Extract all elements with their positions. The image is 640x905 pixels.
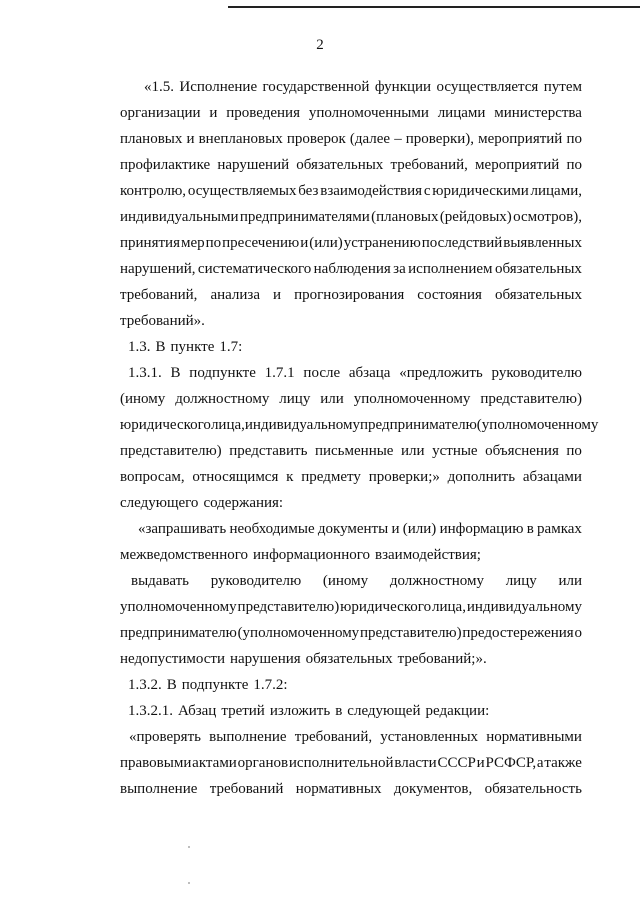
text-line [120,754,582,772]
word: нарушения [230,651,301,667]
text-line [120,702,582,720]
word: в [526,521,534,537]
word: относящимся [192,469,279,485]
word: уполномоченному [353,391,471,407]
word: мероприятий [475,157,560,173]
word: проверки;» [368,469,440,485]
word: следующей [347,703,421,719]
word: лица, [432,599,466,615]
text-line [120,130,582,148]
word: В [170,365,181,381]
word: с [423,183,431,199]
word: анализа [210,287,261,303]
word: индивидуальными [120,209,239,225]
document-body [120,78,599,806]
word: 1.7.1 [264,365,295,381]
word: подпункте [189,365,256,381]
word: пункте [170,339,215,355]
word: 1.7.2: [253,677,288,693]
word: 1.3. [128,339,151,355]
word: подпункте [181,677,249,693]
word: обязательных [305,651,393,667]
word: контролю, [120,183,187,199]
word: лицу [505,573,537,589]
word: лица, [210,417,245,433]
word: предостережения [462,625,574,641]
text-line [120,780,582,798]
word: последствий [421,235,503,251]
word: выявленных [503,235,582,251]
word: взаимодействия [320,183,423,199]
text-line [120,624,582,642]
word: представителю) [237,599,340,615]
word: вопросам, [120,469,185,485]
word: нарушений [217,157,290,173]
word: устранению [343,235,421,251]
word: устные [432,443,478,459]
word: принятия [120,235,180,251]
word: документов, [393,781,473,797]
word: индивидуальному [466,599,582,615]
word: проверки), [405,131,475,147]
word: представителю) [120,443,222,459]
text-line [120,234,582,252]
word: или [558,573,582,589]
word: функции [374,79,432,95]
text-line [120,572,582,590]
word: редакции: [425,703,490,719]
word: по [566,157,582,173]
text-line [120,494,582,512]
word: предпринимателю [120,625,237,641]
text-line [120,182,582,200]
word: уполномоченными [308,105,429,121]
word: без [298,183,319,199]
word: требований, [390,157,468,173]
word: уполномоченному [120,599,237,615]
page-number: 2 [316,37,324,53]
word: нормативных [295,781,382,797]
word: необходимые [229,521,315,537]
word: по [566,131,582,147]
word: требований [209,781,284,797]
word: обязательность [484,781,582,797]
word: нарушений, [120,261,196,277]
word: предпринимателями [239,209,370,225]
word: руководителю [210,573,302,589]
word: (иному [120,391,166,407]
word: мер [180,235,205,251]
word: дополнить [447,469,516,485]
word: проверок [286,131,346,147]
word: установленных [380,729,479,745]
text-line [120,78,582,96]
text-line [120,104,582,122]
word: правовыми [120,755,192,771]
word: обязательных [494,287,582,303]
word: прогнозирования [294,287,405,303]
word: должностному [389,573,484,589]
word: выполнение [209,729,287,745]
word: или [320,391,344,407]
word: взаимодействия; [375,547,481,563]
text-line [120,260,582,278]
word: (рейдовых) [439,209,512,225]
word: мероприятий [478,131,563,147]
word: лицами, [530,183,582,199]
word: руководителю [491,365,582,381]
word: 1.3.2.1. [128,703,173,719]
word: министерства [494,105,582,121]
word: абзаца [348,365,391,381]
word: и [300,235,309,251]
word: требований;». [397,651,487,667]
word: абзацами [522,469,582,485]
scan-speck [188,882,190,884]
word: содержания: [203,495,284,511]
word: третий [221,703,265,719]
word: представить [229,443,308,459]
text-line [120,520,582,538]
word: представителю) [359,625,462,641]
word: а [536,755,544,771]
word: осуществляется [436,79,539,95]
word: путем [543,79,582,95]
word: недопустимости [120,651,225,667]
word: Исполнение [179,79,258,95]
word: лицами [437,105,486,121]
word: В [155,339,166,355]
word: следующего [120,495,199,511]
word: наблюдения [313,261,391,277]
top-rule [228,6,640,8]
word: и [186,131,195,147]
text-line [120,728,582,746]
word: «предложить [399,365,483,381]
word: юридическими [432,183,529,199]
word: – [394,131,402,147]
word: и [273,287,282,303]
word: (уполномоченному [476,417,599,433]
word: за [393,261,406,277]
word: (далее [349,131,391,147]
word: предмету [301,469,361,485]
word: представителю) [480,391,582,407]
word: исполнением [408,261,493,277]
word: (плановых [371,209,439,225]
word: после [303,365,341,381]
word: юридического [340,599,432,615]
word: и [391,521,400,537]
word: «1.5. [144,79,174,95]
word: (или) [402,521,437,537]
text-line [120,416,599,434]
text-line [120,338,582,356]
text-line [120,312,582,330]
word: власти [394,755,437,771]
word: осуществляемых [187,183,297,199]
word: лицу [279,391,311,407]
word: о [574,625,582,641]
word: рамках [537,521,582,537]
word: систематического [197,261,312,277]
word: по [566,443,582,459]
word: 1.3.2. [128,677,162,693]
word: или [401,443,425,459]
word: состояния [417,287,482,303]
word: объяснения [485,443,559,459]
word: осмотров), [513,209,582,225]
word: СССР [437,755,476,771]
word: (иному [322,573,369,589]
text-line [120,286,582,304]
text-line [120,676,582,694]
word: (или) [309,235,343,251]
word: организации [120,105,201,121]
word: государственной [262,79,370,95]
text-line [120,390,582,408]
text-line [120,364,582,382]
word: обязательных [494,261,582,277]
word: плановых [120,131,183,147]
word: предпринимателю [360,417,477,433]
word: «проверять [129,729,201,745]
word: пресечению [222,235,300,251]
word: юридического [120,417,211,433]
word: к [286,469,294,485]
text-line [120,442,582,460]
word: РСФСР, [485,755,537,771]
word: межведомственного [120,547,249,563]
word: Абзац [178,703,217,719]
word: выдавать [131,573,190,589]
word: 1.7: [219,339,243,355]
scan-speck [188,846,190,848]
word: по [205,235,222,251]
word: требований, [294,729,373,745]
word: актами [192,755,237,771]
word: выполнение [120,781,198,797]
word: и [476,755,485,771]
word: индивидуальному [244,417,360,433]
word: В [166,677,177,693]
word: документы [317,521,389,537]
text-line [120,156,582,174]
word: профилактике [120,157,211,173]
word: и [209,105,218,121]
text-line [120,468,582,486]
word: проведения [226,105,300,121]
word: информацию [439,521,524,537]
word: изложить [269,703,331,719]
word: письменные [314,443,394,459]
text-line [120,546,582,564]
word: обязательных [296,157,384,173]
word: должностному [175,391,270,407]
word: в [335,703,343,719]
text-line [120,598,582,616]
word: исполнительной [288,755,394,771]
word: внеплановых [198,131,283,147]
text-line [120,208,582,226]
word: (уполномоченному [237,625,360,641]
word: информационного [253,547,370,563]
word: органов [237,755,289,771]
word: также [544,755,582,771]
word: 1.3.1. [128,365,162,381]
word: требований». [120,313,205,329]
text-line [120,650,582,668]
word: «запрашивать [138,521,227,537]
word: нормативными [486,729,582,745]
word: требований, [120,287,198,303]
